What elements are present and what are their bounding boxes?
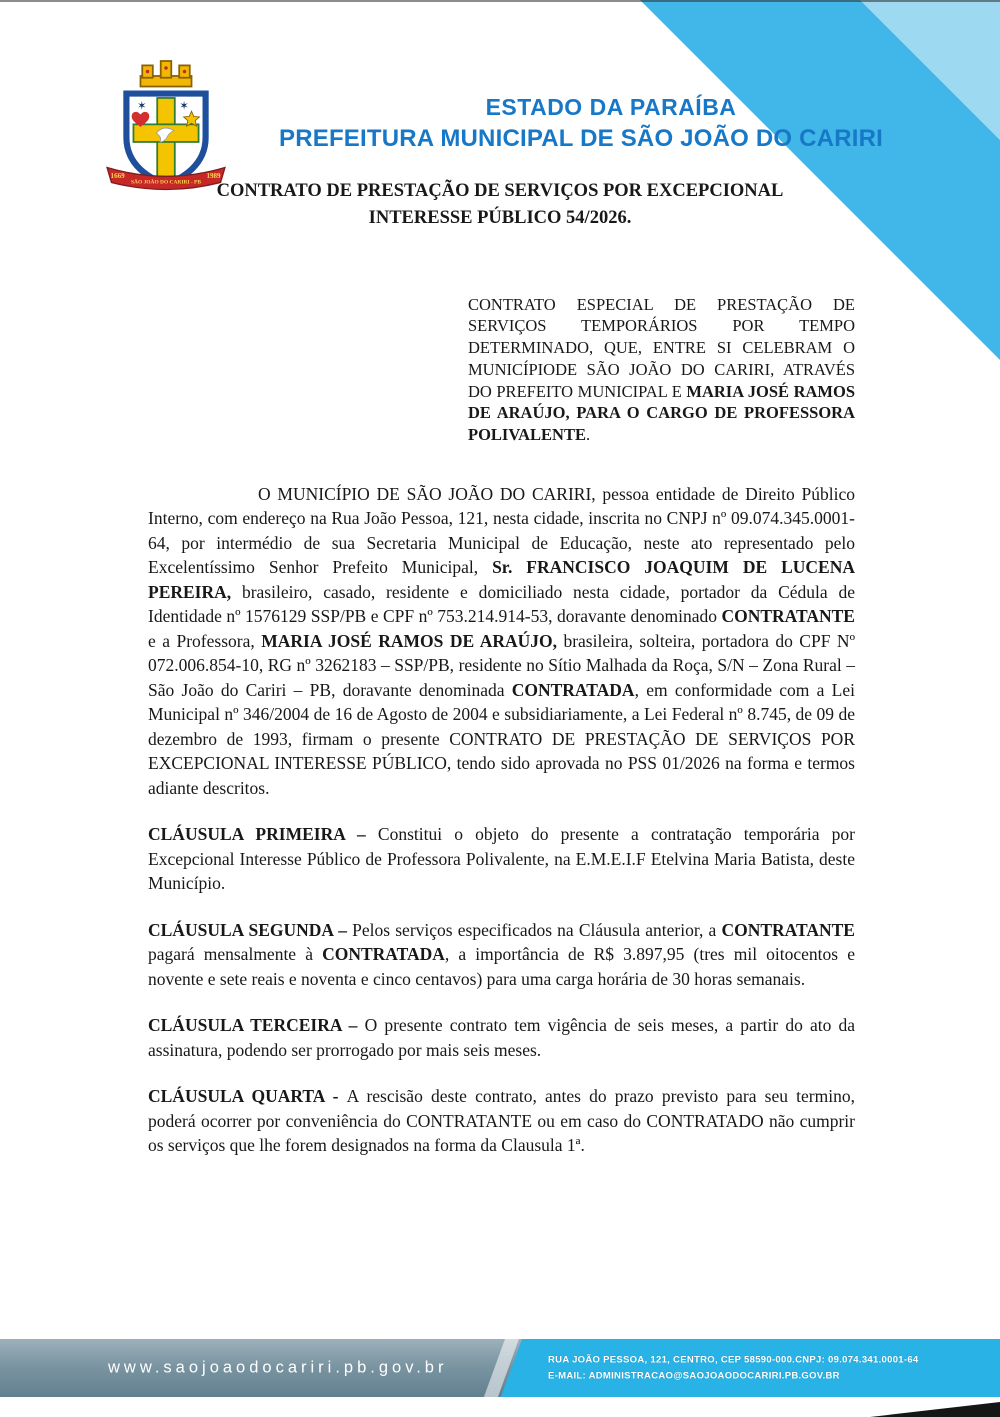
- crest-year-left: 1669: [110, 172, 125, 181]
- letterhead-text: [232, 94, 930, 153]
- coat-of-arms: [100, 54, 232, 200]
- municipality-name: PREFEITURA MUNICIPAL DE SÃO JOÃO DO CARIRI: [279, 125, 883, 152]
- clause-quarta: CLÁUSULA QUARTA - A rescisão deste contrato, antes do prazo previsto para seu termino, poderá ocorrer por conveniência do CONTRATANTE ou em caso do CONTRATADO não cumprir os serviços que lhe forem designados na forma da Clausula 1ª.: [148, 1086, 855, 1156]
- clause-segunda: CLÁUSULA SEGUNDA – Pelos serviços especificados na Cláusula anterior, a CONTRATANTE pagará mensalmente à CONTRATADA, a importância de R$ 3.897,95 (tres mil oitocentos e novente e sete reais e noventa e cinco centavos) para uma carga horária de 30 horas semanais.: [148, 919, 855, 989]
- crest-year-right: 1989: [206, 172, 221, 181]
- footer-address-line1: RUA JOÃO PESSOA, 121, CENTRO, CEP 58590-000.CNPJ: 09.074.341.0001-64: [548, 1354, 919, 1366]
- footer-address: [548, 1352, 919, 1383]
- clause-primeira: CLÁUSULA PRIMEIRA – Constitui o objeto do presente a contratação temporária por Excepcional Interesse Público de Professora Polivalente, na E.M.E.I.F Etelvina Maria Batista, deste Município.: [148, 824, 855, 894]
- state-name: ESTADO DA PARAÍBA: [485, 94, 737, 120]
- star-icon: ✶: [179, 100, 189, 113]
- star-icon: ✶: [136, 100, 147, 113]
- document-title-line2: INTERESSE PÚBLICO 54/2026.: [368, 207, 632, 228]
- footer-address-line2: E-MAIL: ADMINISTRACAO@SAOJOAODOCARIRI.PB.GOV.BR: [548, 1370, 840, 1381]
- clause-terceira: CLÁUSULA TERCEIRA – O presente contrato tem vigência de seis meses, a partir do ato da assinatura, podendo ser prorrogado por mais seis meses.: [148, 1015, 856, 1060]
- footer-website: www.saojoaodocariri.pb.gov.br: [108, 1358, 448, 1377]
- crown-icon: [140, 61, 191, 87]
- letterhead: [0, 0, 1000, 186]
- contract-summary-paragraph: CONTRATO ESPECIAL DE PRESTAÇÃO DE SERVIÇOS TEMPORÁRIOS POR TEMPO DETERMINADO, QUE, ENTRE SI CELEBRAM O MUNICÍPIODE SÃO JOÃO DO CARIRI, ATRAVÉS DO PREFEITO MUNICIPAL E MARIA JOSÉ RAMOS DE ARAÚJO, PARA O CARGO DE PROFESSORA POLIVALENTE.: [468, 294, 855, 445]
- scan-corner-artifact: [870, 1402, 1000, 1417]
- crest-banner-text: SÃO JOÃO DO CARIRI - PB: [131, 179, 201, 186]
- footer-bar: [0, 1339, 1000, 1397]
- scan-edge-artifact: [0, 0, 1000, 2]
- document-title-line1: CONTRATO DE PRESTAÇÃO DE SERVIÇOS POR EXCEPCIONAL: [216, 181, 784, 201]
- parties-paragraph: O MUNICÍPIO DE SÃO JOÃO DO CARIRI, pessoa entidade de Direito Público Interno, com endereço na Rua João Pessoa, 121, nesta cidade, inscrita no CNPJ nº 09.074.345.0001-64, por intermédio de sua Secretaria Municipal de Educação, neste ato representado pelo Excelentíssimo Senhor Prefeito Municipal, Sr. FRANCISCO JOAQUIM DE LUCENA PEREIRA, brasileiro, casado, residente e domiciliado nesta cidade, portador da Cédula de Identidade nº 1576129 SSP/PB e CPF nº 753.214.914-53, doravante denominado CONTRATANTE e a Professora, MARIA JOSÉ RAMOS DE ARAÚJO, brasileira, solteira, portadora do CPF Nº 072.006.854-10, RG nº 3262183 – SSP/PB, residente no Sítio Malhada da Roça, S/N – Zona Rural – São João do Cariri – PB, doravante denominada CONTRATADA, em conformidade com a Lei Municipal nº 346/2004 de 16 de Agosto de 2004 e subsidiariamente, a Lei Federal nº 8.745, de 09 de dezembro de 1993, firmam o presente CONTRATO DE PRESTAÇÃO DE SERVIÇOS POR EXCEPCIONAL INTERESSE PÚBLICO, tendo sido aprovada no PSS 01/2026 na forma e termos adiante descritos.: [148, 483, 856, 798]
